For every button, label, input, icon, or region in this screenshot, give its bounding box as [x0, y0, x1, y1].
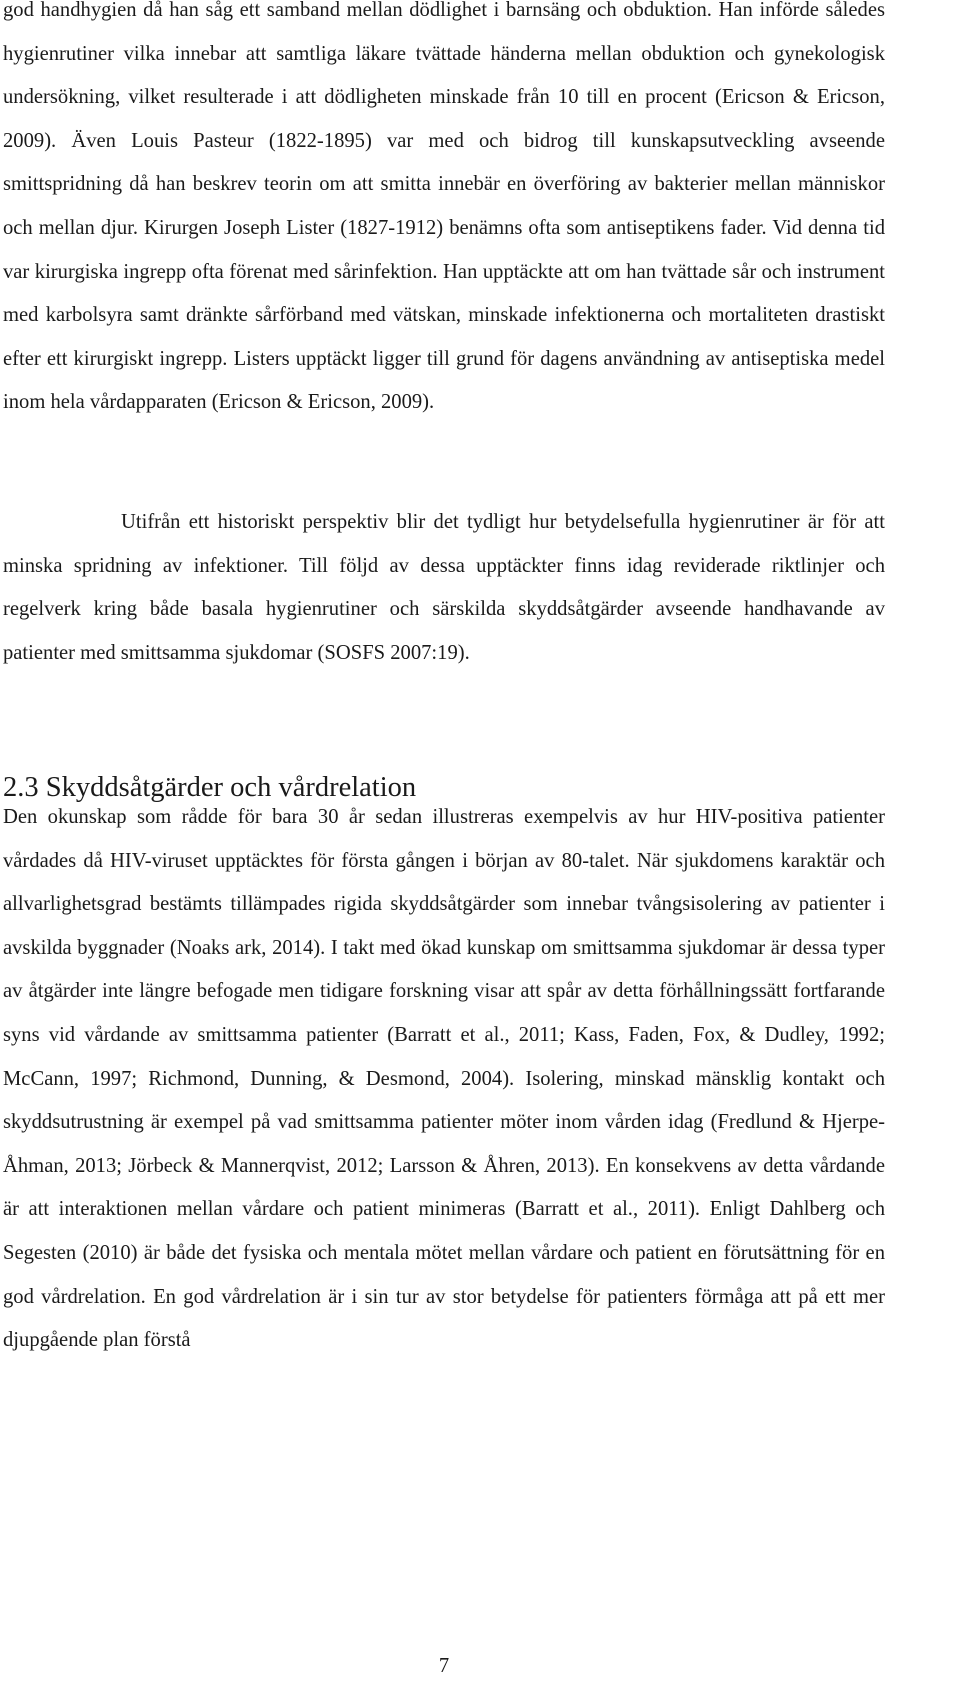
page-number: 7	[438, 1655, 450, 1677]
section-heading: 2.3 Skyddsåtgärder och vårdrelation	[3, 772, 417, 803]
body-paragraph-protective-measures: Den okunskap som rådde för bara 30 år sedan illustreras exempelvis av hur HIV-positiva patienter vårdades då HIV-viruset upptäcktes för första gången i början av 80-talet. När sjukdomens karaktär och allvarlighetsgrad bestämts tillämpades rigida skyddsåtgärder som innebar tvångsisolering av patienter i avskilda byggnader (Noaks ark, 2014). I takt med ökad kunskap om smittsamma sjukdomar är dessa typer av åtgärder inte längre befogade men tidigare forskning visar att spår av detta förhållningssätt fortfarande syns vid vårdande av smittsamma patienter (Barratt et al., 2011; Kass, Faden, Fox, & Dudley, 1992; McCann, 1997; Richmond, Dunning, & Desmond, 2004). Isolering, minskad mänsklig kontakt och skyddsutrustning är exempel på vad smittsamma patienter möter inom vården idag (Fredlund & Hjerpe-Åhman, 2013; Jörbeck & Mannerqvist, 2012; Larsson & Åhren, 2013). En konsekvens av detta vårdande är att interaktionen mellan vårdare och patient minimeras (Barratt et al., 2011). Enligt Dahlberg och Segesten (2010) är både det fysiska och mentala mötet mellan vårdare och patient en förutsättning för en god vårdrelation. En god vårdrelation är i sin tur av stor betydelse för patienters förmåga att på ett mer djupgående plan förstå	[3, 806, 885, 1352]
body-paragraph-history: god handhygien då han såg ett samband mellan dödlighet i barnsäng och obduktion. Han införde således hygienrutiner vilka innebar att samtliga läkare tvättade händerna mellan obduktion och gynekologisk undersökning, vilket resulterade i att dödligheten minskade från 10 till en procent (Ericson & Ericson, 2009). Även Louis Pasteur (1822-1895) var med och bidrog till kunskapsutveckling avseende smittspridning då han beskrev teorin om att smitta innebär en överföring av bakterier mellan människor och mellan djur. Kirurgen Joseph Lister (1827-1912) benämns ofta som antiseptikens fader. Vid denna tid var kirurgiska ingrepp ofta förenat med sårinfektion. Han upptäckte att om han tvättade sår och instrument med karbolsyra samt dränkte sårförband med vätskan, minskade infektionerna och mortaliteten drastiskt efter ett kirurgiskt ingrepp. Listers upptäckt ligger till grund för dagens användning av antiseptiska medel inom hela vårdapparaten (Ericson & Ericson, 2009).	[3, 0, 885, 414]
body-paragraph-perspective: Utifrån ett historiskt perspektiv blir det tydligt hur betydelsefulla hygienrutiner är för att minska spridning av infektioner. Till följd av dessa upptäckter finns idag reviderade riktlinjer och regelverk kring både basala hygienrutiner och särskilda skyddsåtgärder avseende handhavande av patienter med smittsamma sjukdomar (SOSFS 2007:19).	[3, 511, 885, 664]
